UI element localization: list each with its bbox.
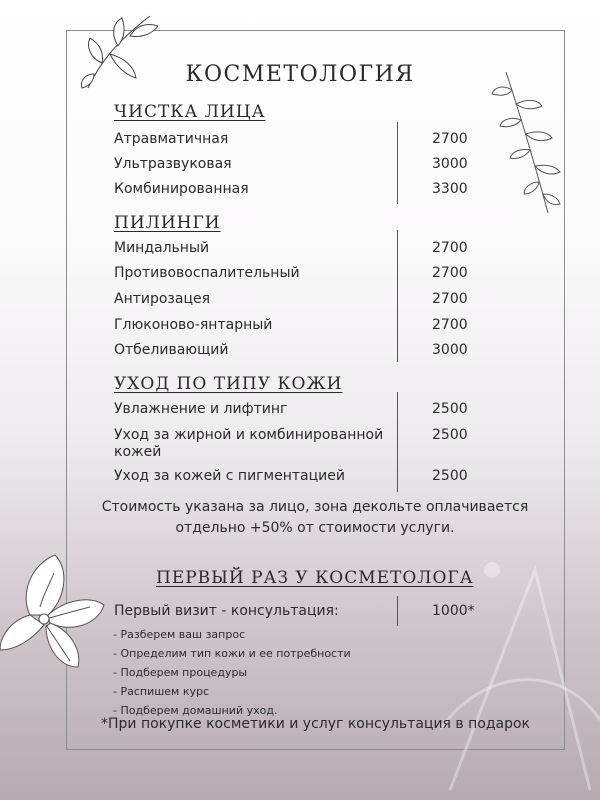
item-name: Уход за кожей с пигментацией <box>114 468 345 484</box>
footnote: *При покупке косметики и услуг консультация в подарок <box>101 716 530 732</box>
price-note-line: отдельно +50% от стоимости услуги. <box>175 520 455 536</box>
section-heading-skin-care: УХОД ПО ТИПУ КОЖИ <box>114 374 343 394</box>
consultation-list <box>113 625 351 720</box>
item-name: Ультразвуковая <box>114 156 232 172</box>
price-note <box>70 497 560 539</box>
item-price: 2500 <box>432 468 468 484</box>
item-name: Противовоспалительный <box>114 265 300 281</box>
item-name: Атравматичная <box>114 131 229 147</box>
list-item: - Определим тип кожи и ее потребности <box>113 647 351 660</box>
item-price: 2700 <box>432 291 468 307</box>
list-item: - Разберем ваш запрос <box>113 628 246 641</box>
section-heading-first-visit: ПЕРВЫЙ РАЗ У КОСМЕТОЛОГА <box>156 568 474 588</box>
item-name: Антирозацея <box>114 291 211 307</box>
item-name: Отбеливающий <box>114 342 229 358</box>
item-price: 2700 <box>432 240 468 256</box>
item-price: 3300 <box>432 181 468 197</box>
divider-line <box>397 230 398 362</box>
item-name: Увлажнение и лифтинг <box>114 401 288 417</box>
item-price: 3000 <box>432 156 468 172</box>
item-name: Глюконово-янтарный <box>114 317 273 333</box>
divider-line <box>397 122 398 204</box>
item-name: Первый визит - консультация: <box>114 603 339 619</box>
price-note-line: Стоимость указана за лицо, зона декольте оплачивается <box>101 499 529 515</box>
section-heading-peelings: ПИЛИНГИ <box>114 213 221 233</box>
item-price: 3000 <box>432 342 468 358</box>
item-price: 2700 <box>432 317 468 333</box>
page-title: КОСМЕТОЛОГИЯ <box>185 62 415 87</box>
item-price: 2700 <box>432 265 468 281</box>
item-name: Миндальный <box>114 240 210 256</box>
item-name: Уход за жирной и комбинированной кожей <box>114 427 384 460</box>
list-item: - Подберем процедуры <box>113 666 248 679</box>
item-price: 1000* <box>432 603 475 619</box>
list-item: - Распишем курс <box>113 685 210 698</box>
item-price: 2500 <box>432 427 468 443</box>
item-price: 2500 <box>432 401 468 417</box>
divider-line <box>397 596 398 626</box>
section-heading-face-cleaning: ЧИСТКА ЛИЦА <box>114 102 266 122</box>
item-price: 2700 <box>432 131 468 147</box>
item-name: Комбинированная <box>114 181 249 197</box>
list-item: - Подберем домашний уход. <box>113 704 278 717</box>
